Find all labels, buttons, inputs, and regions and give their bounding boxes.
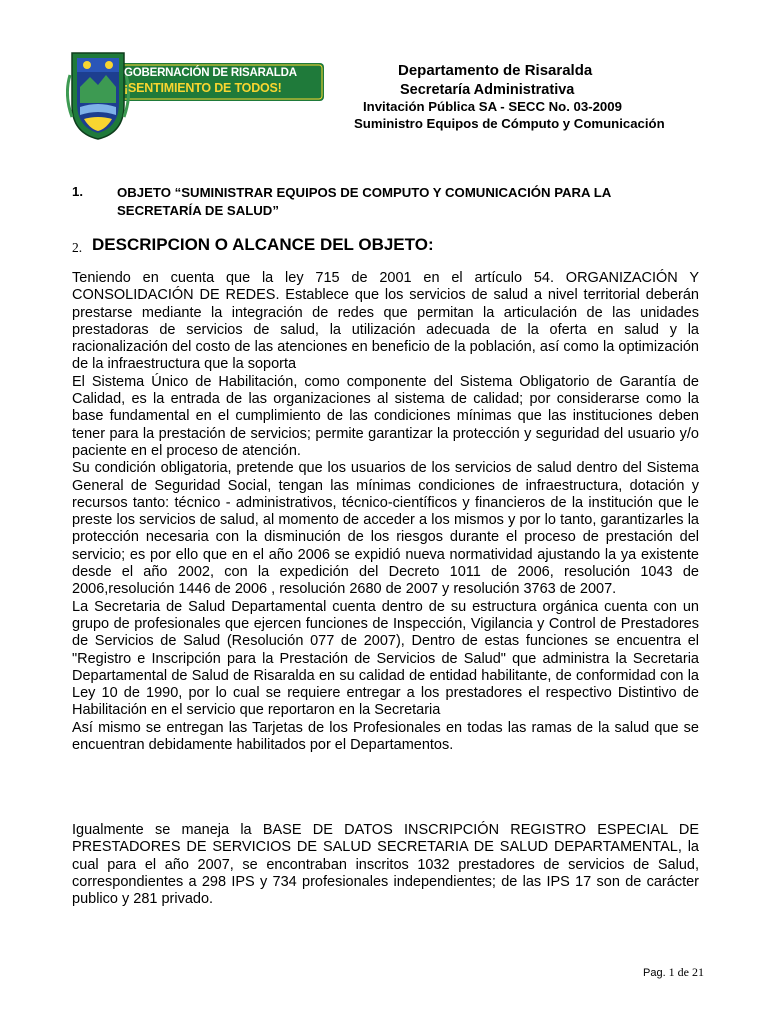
page-current: 1: [668, 965, 675, 979]
logo-line1: GOBERNACIÓN DE RISARALDA: [124, 67, 297, 79]
logo-line2: ¡SENTIMIENTO DE TODOS!: [124, 81, 282, 95]
paragraph: Así mismo se entregan las Tarjetas de los Profesionales en todas las ramas de la salud que se encuentran debidamente habilitados por el Departamentos.: [72, 719, 699, 754]
description-body: [72, 270, 699, 754]
page-number: [643, 965, 704, 980]
header-secretaria: Secretaría Administrativa: [400, 82, 575, 98]
header-invitacion: Invitación Pública SA - SECC No. 03-2009: [363, 99, 622, 114]
section2-number: 2.: [72, 240, 83, 255]
section1-title-line1: OBJETO “SUMINISTRAR EQUIPOS DE COMPUTO Y COMUNICACIÓN PARA LA: [117, 185, 612, 200]
section1-number: 1.: [72, 184, 83, 199]
paragraph: Teniendo en cuenta que la ley 715 de 2001 en el artículo 54. ORGANIZACIÓN Y CONSOLIDACIÓN DE REDES. Establece que los servicios de salud a nivel territorial deberán prestarse mediante la integración de redes que permitan la articulación de las unidades prestadoras de servicios de salud, la utilización adecuada de la oferta en salud y la racionalización del costo de las atenciones en beneficio de la población, así como la optimización de la infraestructura que la soporta: [72, 270, 699, 373]
paragraph: Igualmente se maneja la BASE DE DATOS INSCRIPCIÓN REGISTRO ESPECIAL DE PRESTADORES DE SERVICIOS DE SALUD SECRETARIA DE SALUD DEPARTAMENTAL, la cual para el año 2007, se encontraban inscritos 1032 prestadores de servicios de Salud, correspondientes a 298 IPS y 734 profesionales independientes; de las IPS 17 son de carácter publico y 281 privado.: [72, 822, 699, 908]
section2-title: DESCRIPCION O ALCANCE DEL OBJETO:: [92, 235, 434, 254]
header-suministro: Suministro Equipos de Cómputo y Comunicación: [354, 116, 665, 131]
paragraph: El Sistema Único de Habilitación, como componente del Sistema Obligatorio de Garantía de Calidad, es la entrada de las organizaciones al sistema de calidad; por considerarse como la base fundamental en el cumplimiento de las condiciones mínimas que las instituciones deben tener para la prestación de servicios; permite garantizar la protección y seguridad del usuario y/o paciente en el proceso de atención.: [72, 373, 699, 459]
database-paragraph-block: [72, 822, 699, 908]
page-of: de: [677, 965, 689, 979]
paragraph: Su condición obligatoria, pretende que los usuarios de los servicios de salud dentro del Sistema General de Seguridad Social, tengan las mínimas condiciones de infraestructura, dotación y recursos tanto: técnico - administrativos, técnico-científicos y financieros de la institución que le preste los servicios de salud, al momento de acceder a los mismos y por lo tanto, garantizarles la protección necesaria con la disminución de los riesgos durante el proceso de prestación del servicio; es por ello que en el año 2006 se expidió nueva normatividad ajustando la ya existente desde el año 2002, con la expedición del Decreto 1011 de 2006, resolución 1043 de 2006,resolución 1446 de 2006 , resolución 2680 de 2007 y resolución 3763 de 2007.: [72, 460, 699, 598]
header-department: Departamento de Risaralda: [398, 62, 593, 79]
paragraph: La Secretaria de Salud Departamental cuenta dentro de su estructura orgánica cuenta con un grupo de profesionales que ejercen funciones de Inspección, Vigilancia y Control de Prestadores de Servicios de Salud (Resolución 077 de 2007), Dentro de estas funciones se encuentra el "Registro e Inscripción para la Prestación de Servicios de Salud" que administra la Secretaria Departamental de Salud de Risaralda en su calidad de entidad habilitante, de conformidad con la Ley 10 de 1990, por lo cual se requiere entregar a los prestadores el respectivo Distintivo de Habilitación en el servicio que reportaron en la Secretaria: [72, 598, 699, 719]
section1-title: [117, 184, 677, 220]
gobernacion-logo: [66, 45, 334, 143]
page-prefix: Pag.: [643, 967, 666, 979]
section1-title-line2: SECRETARÍA DE SALUD”: [117, 203, 279, 218]
page-total: 21: [691, 965, 704, 979]
